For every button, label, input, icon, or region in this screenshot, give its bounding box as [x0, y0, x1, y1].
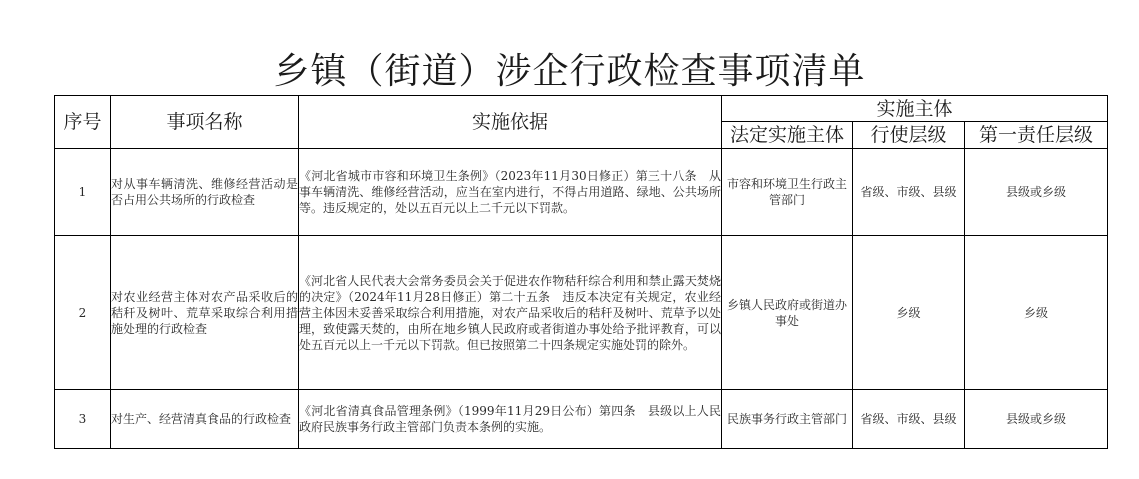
header-item-name: 事项名称 [111, 96, 299, 149]
cell-primary-level: 乡级 [965, 236, 1108, 390]
cell-basis: 《河北省人民代表大会常务委员会关于促进农作物秸秆综合利用和禁止露天焚烧的决定》（2024年11月28日修正）第二十五条 违反本决定有关规定，农业经营主体因未妥善采取综合利用措施，对农产品采收后的秸秆及树叶、荒草予以处理，致使露天焚的，由所在地乡镇人民政府或者街道办事处给予批评教育，可以处五百元以上一千元以下罚款。但已按照第二十四条规定实施处罚的除外。 [299, 236, 722, 390]
table-row [55, 236, 1108, 390]
document-title: 乡镇（街道）涉企行政检查事项清单 [273, 51, 866, 92]
cell-basis: 《河北省城市市容和环境卫生条例》（2023年11月30日修正）第三十八条 从事车辆清洗、维修经营活动，应当在室内进行，不得占用道路、绿地、公共场所等。违反规定的，处以五百元以上二千元以下罚款。 [299, 149, 722, 236]
cell-seq: 3 [55, 390, 111, 449]
header-basis: 实施依据 [299, 96, 722, 149]
cell-primary-level: 县级或乡级 [965, 149, 1108, 236]
header-legal-subject: 法定实施主体 [722, 122, 853, 149]
cell-legal-subject: 民族事务行政主管部门 [722, 390, 853, 449]
cell-seq: 1 [55, 149, 111, 236]
cell-basis: 《河北省清真食品管理条例》（1999年11月29日公布）第四条 县级以上人民政府民族事务行政主管部门负责本条例的实施。 [299, 390, 722, 449]
table-row [55, 390, 1108, 449]
cell-item-name: 对从事车辆清洗、维修经营活动是否占用公共场所的行政检查 [111, 149, 299, 236]
header-row-top [55, 96, 1108, 122]
table-row [55, 149, 1108, 236]
inspection-items-table [54, 95, 1108, 449]
header-primary-level: 第一责任层级 [965, 122, 1108, 149]
cell-item-name: 对生产、经营清真食品的行政检查 [111, 390, 299, 449]
cell-seq: 2 [55, 236, 111, 390]
cell-primary-level: 县级或乡级 [965, 390, 1108, 449]
cell-legal-subject: 市容和环境卫生行政主管部门 [722, 149, 853, 236]
cell-legal-subject: 乡镇人民政府或街道办事处 [722, 236, 853, 390]
header-exercise-level: 行使层级 [853, 122, 965, 149]
cell-exercise-level: 乡级 [853, 236, 965, 390]
cell-item-name: 对农业经营主体对农产品采收后的秸秆及树叶、荒草采取综合利用措施处理的行政检查 [111, 236, 299, 390]
cell-exercise-level: 省级、市级、县级 [853, 390, 965, 449]
header-seq: 序号 [55, 96, 111, 149]
header-subject-group: 实施主体 [722, 96, 1108, 122]
cell-exercise-level: 省级、市级、县级 [853, 149, 965, 236]
